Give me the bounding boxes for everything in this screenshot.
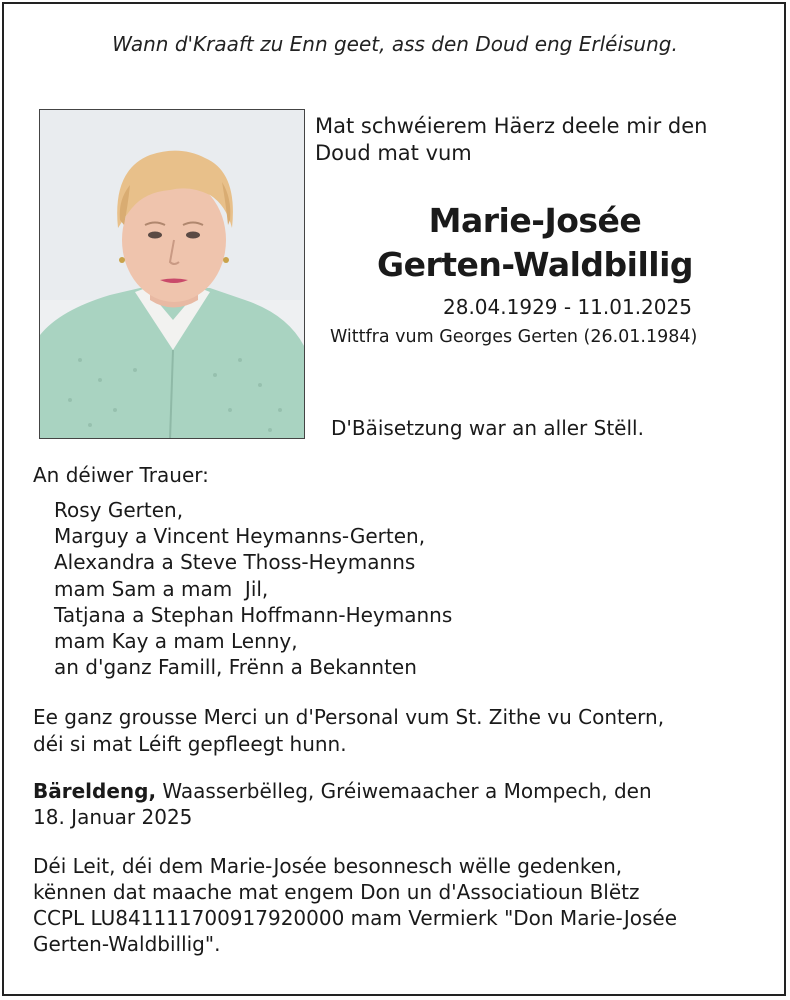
list-item: mam Kay a mam Lenny, xyxy=(54,629,298,654)
place-rest: Waasserbëlleg, Gréiwemaacher a Mompech, den xyxy=(156,779,652,803)
motto: Wann d'Kraaft zu Enn geet, ass den Doud eng Erléisung. xyxy=(112,32,678,56)
mourners-list xyxy=(54,497,452,680)
intro-line: Doud mat vum xyxy=(315,141,472,165)
list-item: an d'ganz Famill, Frënn a Bekannten xyxy=(54,655,417,680)
list-item: Alexandra a Steve Thoss-Heymanns xyxy=(54,550,416,575)
thanks-line: Ee ganz grousse Merci un d'Personal vum St. Zithe vu Contern, xyxy=(33,705,665,729)
funeral-note: D'Bäisetzung war an aller Stëll. xyxy=(331,416,644,440)
notice-date: 18. Januar 2025 xyxy=(33,805,193,829)
portrait-photo xyxy=(39,109,305,439)
donation-line: Gerten-Waldbillig". xyxy=(33,932,221,956)
list-item: Marguy a Vincent Heymanns-Gerten, xyxy=(54,524,426,549)
list-item: Tatjana a Stephan Hoffmann-Heymanns xyxy=(54,602,453,627)
donation-line: Déi Leit, déi dem Marie-Josée besonnesch wëlle gedenken, xyxy=(33,854,623,878)
widow-note: Wittfra vum Georges Gerten (26.01.1984) xyxy=(330,327,698,347)
intro-line: Mat schwéierem Häerz deele mir den xyxy=(315,114,708,138)
mourners-heading: An déiwer Trauer: xyxy=(33,463,209,487)
place-town: Bäreldeng, xyxy=(33,779,157,803)
donation-text xyxy=(33,853,778,957)
place-date xyxy=(33,778,773,830)
list-item: Rosy Gerten, xyxy=(54,498,184,522)
donation-line: CCPL LU841111700917920000 mam Vermierk "Don Marie-Josée xyxy=(33,906,678,930)
intro-text xyxy=(315,113,775,167)
portrait-illustration xyxy=(40,110,305,439)
list-item: mam Sam a mam Jil, xyxy=(54,576,269,601)
first-name: Marie-Josée xyxy=(428,201,642,240)
thanks-line: déi si mat Léift gepfleegt hunn. xyxy=(33,732,347,756)
donation-line: kënnen dat maache mat engem Don un d'Associatioun Blëtz xyxy=(33,880,640,904)
last-name: Gerten-Waldbillig xyxy=(376,245,694,284)
thanks-text xyxy=(33,704,773,758)
place-line xyxy=(33,778,773,804)
deceased-name xyxy=(315,199,755,287)
life-dates: 28.04.1929 - 11.01.2025 xyxy=(443,295,692,319)
